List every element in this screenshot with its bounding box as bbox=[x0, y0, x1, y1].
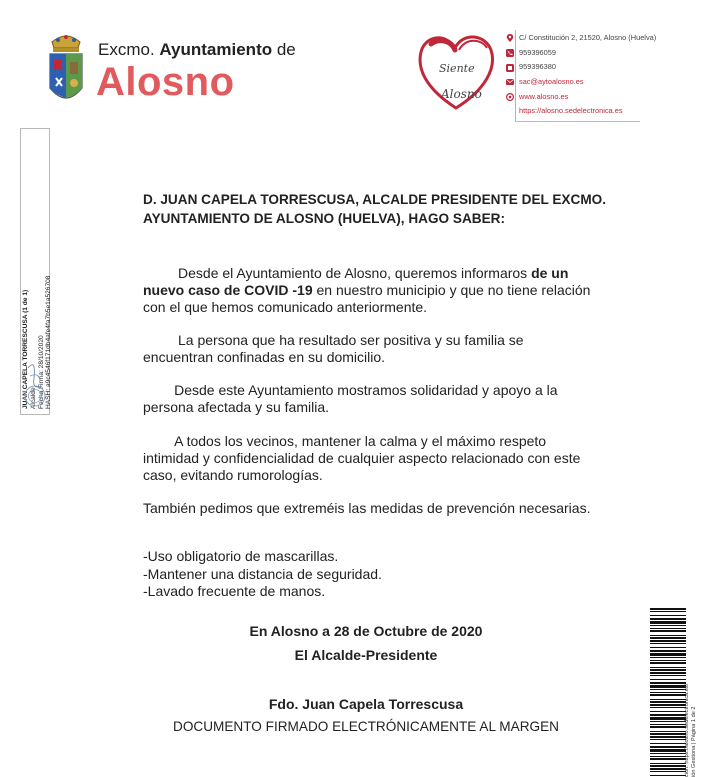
contact-address: C/ Constitución 2, 21520, Alosno (Huelva) bbox=[506, 31, 656, 46]
signature-date-margin: Fecha Firma: 28/10/2020 bbox=[37, 335, 45, 409]
siente-alosno-heart-logo bbox=[415, 28, 497, 114]
barcode-bar bbox=[650, 608, 686, 610]
barcode-bar bbox=[650, 637, 686, 639]
barcode-bar bbox=[650, 768, 686, 770]
barcode-bar bbox=[650, 625, 686, 626]
barcode-bar bbox=[650, 746, 686, 748]
barcode-bar bbox=[650, 662, 686, 664]
list-item: -Mantener una distancia de seguridad. bbox=[143, 565, 382, 582]
measures-list bbox=[143, 548, 382, 601]
barcode-bar bbox=[650, 621, 686, 624]
list-item: -Uso obligatorio de mascarillas. bbox=[143, 548, 339, 564]
paragraph-solidarity: Desde este Ayuntamiento mostramos solidaridad y apoyo a la persona afectada y su familia. bbox=[143, 382, 558, 416]
barcode-bar bbox=[650, 711, 686, 712]
signature-hash-margin: HASH: a9c4546f171db4afe4fa7b5e1a526708 bbox=[45, 275, 53, 409]
barcode-bar bbox=[650, 682, 686, 684]
list-item: -Lavado frecuente de manos. bbox=[143, 583, 326, 600]
verification-text bbox=[684, 617, 698, 777]
barcode-bar bbox=[650, 721, 686, 722]
barcode-bar bbox=[650, 630, 686, 632]
verification-url: ción: https://alosno.sedelectronica.es/ bbox=[684, 683, 690, 777]
barcode-bar bbox=[650, 763, 686, 764]
at-sign-icon bbox=[506, 93, 514, 101]
paragraph-calm: A todos los vecinos, mantener la calma y el máximo respeto intimidad y confidencialidad de cualquier aspecto relacionado con este caso, evitando rumorologías. bbox=[143, 433, 581, 484]
barcode-bar bbox=[650, 724, 686, 725]
signer-title: El Alcalde-Presidente bbox=[294, 647, 438, 663]
paragraph-prevention: También pedimos que extreméis las medidas de prevención necesarias. bbox=[143, 500, 591, 516]
barcode-bar bbox=[650, 775, 686, 776]
barcode-bar bbox=[650, 765, 686, 767]
barcode-bar bbox=[650, 650, 686, 652]
coat-of-arms-icon bbox=[44, 28, 88, 110]
barcode-bar bbox=[650, 660, 686, 661]
barcode-bar bbox=[650, 672, 686, 674]
barcode-bar bbox=[650, 743, 686, 744]
svg-text:Alosno: Alosno bbox=[441, 87, 482, 101]
verification-barcode bbox=[650, 608, 686, 777]
barcode-bar bbox=[650, 731, 686, 732]
contact-sede[interactable]: https://alosno.sedelectronica.es bbox=[519, 106, 623, 116]
contact-web[interactable]: www.alosno.es bbox=[506, 90, 656, 105]
barcode-bar bbox=[650, 717, 686, 720]
contact-underline bbox=[516, 121, 640, 122]
svg-text:Siente: Siente bbox=[439, 62, 475, 75]
barcode-bar bbox=[650, 707, 686, 708]
town-name: Alosno bbox=[96, 60, 235, 104]
barcode-bar bbox=[650, 669, 686, 671]
barcode-bar bbox=[650, 640, 686, 642]
signer-role-margin: Alcalde bbox=[29, 387, 37, 409]
barcode-bar bbox=[650, 692, 686, 693]
verification-page: ión Gestiona | Página 1 de 2 bbox=[691, 706, 697, 777]
barcode-bar bbox=[650, 704, 686, 706]
barcode-bar bbox=[650, 675, 686, 676]
barcode-bar bbox=[650, 643, 686, 644]
document-heading: D. JUAN CAPELA TORRESCUSA, ALCALDE PRESIDENTE DEL EXCMO. AYUNTAMIENTO DE ALOSNO (HUELVA), HAGO SABER: bbox=[143, 192, 606, 226]
barcode-bar bbox=[650, 689, 686, 690]
barcode-bar bbox=[650, 647, 686, 648]
contact-fax: 959396380 bbox=[506, 60, 656, 75]
barcode-bar bbox=[650, 628, 686, 629]
barcode-bar bbox=[650, 756, 686, 757]
barcode-bar bbox=[650, 726, 686, 728]
barcode-bar bbox=[650, 615, 686, 616]
fax-icon bbox=[506, 64, 514, 72]
phone-icon bbox=[506, 49, 514, 57]
signature-seal-icon bbox=[22, 356, 48, 412]
barcode-bar bbox=[650, 685, 686, 688]
barcode-bar bbox=[650, 657, 686, 658]
barcode-bar bbox=[650, 771, 686, 772]
location-pin-icon bbox=[506, 34, 514, 42]
barcode-bar bbox=[650, 667, 686, 668]
barcode-bar bbox=[650, 736, 686, 738]
barcode-bar bbox=[650, 749, 686, 752]
barcode-bar bbox=[650, 714, 686, 716]
signer-name-margin: JUAN CAPELA TORRESCUSA (1 de 1) bbox=[22, 289, 29, 409]
barcode-bar bbox=[650, 753, 686, 754]
paragraph-confinement: La persona que ha resultado ser positiva y su familia se encuentran confinadas en su domicilio. bbox=[143, 332, 524, 366]
contact-block bbox=[506, 31, 656, 119]
barcode-bar bbox=[650, 694, 686, 696]
paragraph-announcement: Desde el Ayuntamiento de Alosno, queremos informaros de un nuevo caso de COVID -19 en nuestro municipio y que no tiene relación con el que hemos comunicado anteriormente. bbox=[143, 265, 591, 316]
barcode-bar bbox=[650, 653, 686, 656]
contact-email[interactable]: sac@aytoalosno.es bbox=[506, 75, 656, 90]
barcode-bar bbox=[650, 733, 686, 735]
barcode-bar bbox=[650, 618, 686, 620]
signer-name: Fdo. Juan Capela Torrescusa bbox=[268, 696, 464, 712]
email-icon bbox=[506, 78, 514, 86]
barcode-bar bbox=[650, 739, 686, 740]
org-name: Excmo. Ayuntamiento de bbox=[98, 40, 296, 59]
barcode-bar bbox=[650, 679, 686, 680]
place-date: En Alosno a 28 de Octubre de 2020 bbox=[249, 623, 483, 639]
barcode-bar bbox=[650, 611, 686, 612]
barcode-bar bbox=[650, 635, 686, 636]
contact-phone: 959396059 bbox=[506, 46, 656, 61]
barcode-bar bbox=[650, 699, 686, 700]
barcode-bar bbox=[650, 701, 686, 703]
signed-note: DOCUMENTO FIRMADO ELECTRÓNICAMENTE AL MARGEN bbox=[173, 719, 559, 734]
barcode-bar bbox=[650, 758, 686, 760]
